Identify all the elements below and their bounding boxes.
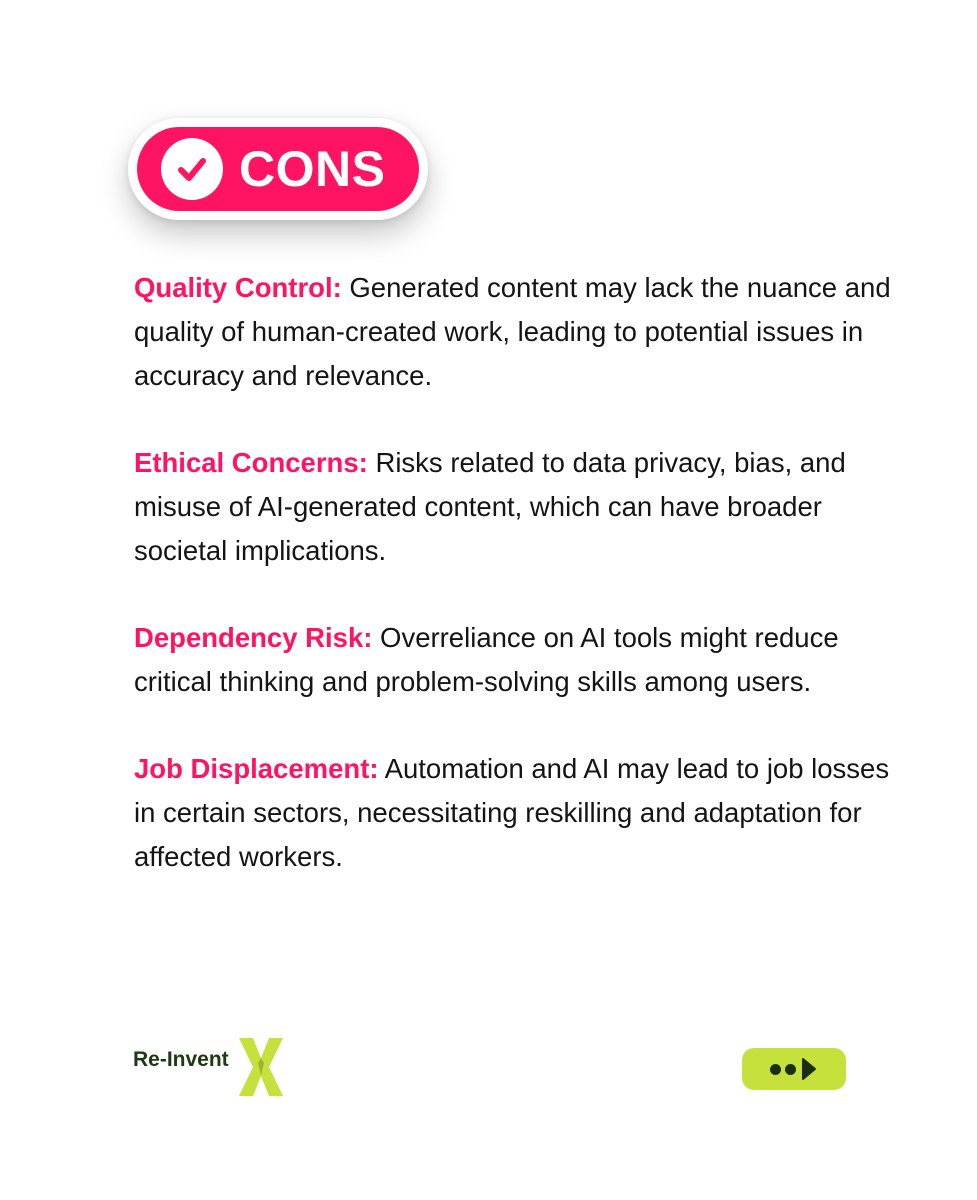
next-arrow-icon <box>800 1057 818 1081</box>
checkmark-icon <box>172 149 212 189</box>
brand-logo <box>133 1038 283 1096</box>
cons-item-quality-control <box>134 266 894 398</box>
cons-badge-fill <box>137 127 419 211</box>
badge-label: CONS <box>239 141 386 197</box>
item-term: Ethical Concerns: <box>134 447 368 478</box>
item-term: Quality Control: <box>134 272 342 303</box>
cons-list <box>134 266 894 922</box>
item-text: Overreliance on AI tools might reduce critical thinking and problem-solving skills among users. <box>134 622 839 697</box>
next-button[interactable] <box>742 1048 846 1090</box>
logo-text: Re-Invent <box>133 1048 229 1071</box>
cons-item-ethical-concerns <box>134 441 894 573</box>
item-term: Job Displacement: <box>134 753 379 784</box>
dot-icon <box>785 1064 796 1075</box>
item-text: Generated content may lack the nuance and quality of human-created work, leading to potential issues in accuracy and relevance. <box>134 272 891 391</box>
cons-badge <box>128 118 428 220</box>
x-logo-icon <box>237 1038 285 1096</box>
item-text: Risks related to data privacy, bias, and misuse of AI-generated content, which can have broader societal implications. <box>134 447 846 566</box>
cons-item-job-displacement <box>134 747 894 879</box>
item-text: Automation and AI may lead to job losses in certain sectors, necessitating reskilling and adaptation for affected workers. <box>134 753 890 872</box>
item-term: Dependency Risk: <box>134 622 373 653</box>
dot-icon <box>770 1064 781 1075</box>
cons-item-dependency-risk <box>134 616 894 704</box>
check-circle-icon <box>161 138 223 200</box>
